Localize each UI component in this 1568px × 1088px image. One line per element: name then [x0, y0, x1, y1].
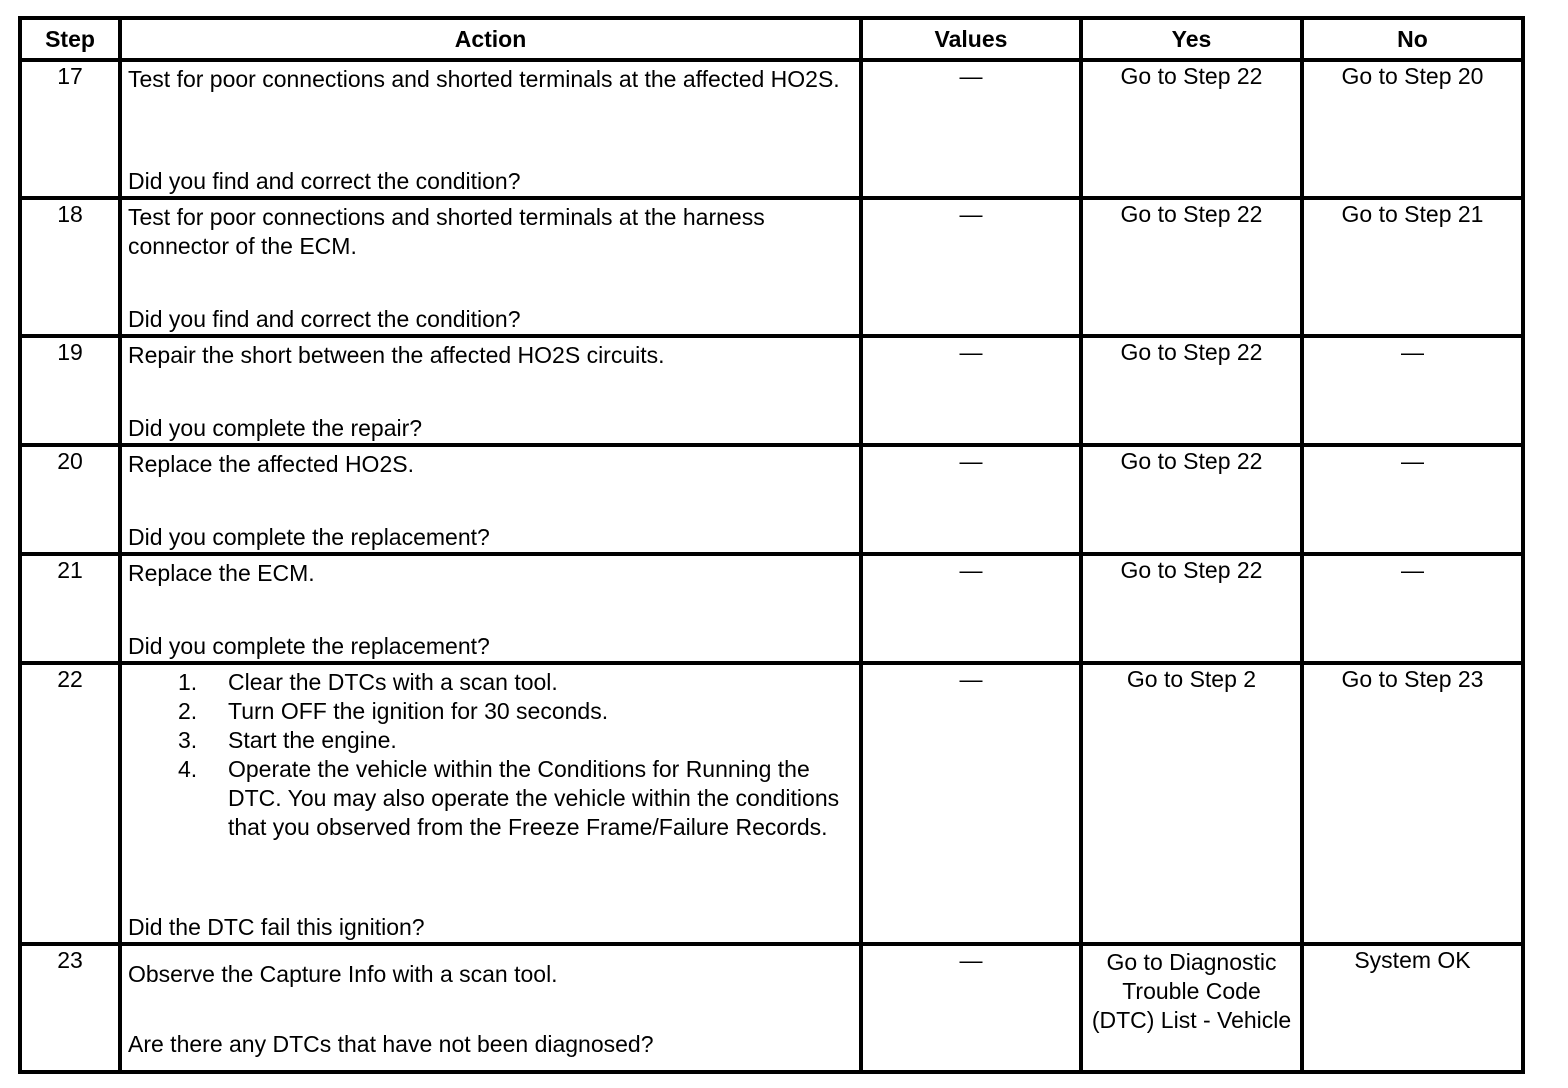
action-cell — [120, 60, 861, 198]
values-dash: — — [959, 63, 983, 89]
step-number: 21 — [20, 554, 120, 663]
yes-result: Go to Step 22 — [1120, 339, 1263, 365]
values-cell — [861, 60, 1081, 198]
action-question: Did you complete the repair? — [128, 415, 423, 441]
yes-result: Go to Step 22 — [1120, 201, 1263, 227]
no-result: Go to Step 20 — [1341, 63, 1484, 89]
no-result: Go to Step 23 — [1341, 666, 1484, 692]
action-instruction-list — [128, 668, 851, 842]
list-item-text: Turn OFF the ignition for 30 seconds. — [228, 698, 609, 724]
step-number: 17 — [20, 60, 120, 198]
header-values: Values — [861, 18, 1081, 60]
action-cell — [120, 336, 861, 445]
values-cell — [861, 336, 1081, 445]
action-instruction: Observe the Capture Info with a scan tool. — [128, 961, 558, 987]
table-row — [20, 336, 1523, 445]
values-cell — [861, 445, 1081, 554]
action-question: Did the DTC fail this ignition? — [128, 914, 425, 940]
action-instruction: Replace the affected HO2S. — [128, 451, 414, 477]
header-action: Action — [120, 18, 861, 60]
list-item-text: Operate the vehicle within the Conditions for Running the DTC. You may also operate the vehicle within the conditions that you observed from the Freeze Frame/Failure Records. — [228, 756, 840, 840]
table-row — [20, 445, 1523, 554]
no-result: — — [1401, 339, 1424, 365]
yes-result: Go to Step 22 — [1120, 63, 1263, 89]
yes-cell — [1081, 944, 1302, 1072]
action-instruction: Replace the ECM. — [128, 560, 315, 586]
no-result: — — [1401, 557, 1424, 583]
header-row — [20, 18, 1523, 60]
yes-result: Go to Step 22 — [1120, 557, 1263, 583]
list-item — [178, 697, 851, 726]
no-cell — [1302, 445, 1523, 554]
no-result: System OK — [1354, 947, 1471, 973]
values-dash: — — [959, 947, 983, 973]
yes-result: Go to Step 2 — [1126, 666, 1257, 692]
values-dash: — — [959, 557, 983, 583]
action-question: Did you complete the replacement? — [128, 524, 490, 550]
step-number: 20 — [20, 445, 120, 554]
table-row — [20, 554, 1523, 663]
numbered-steps — [128, 668, 851, 842]
action-instruction: Test for poor connections and shorted terminals at the harness connector of the ECM. — [128, 204, 765, 259]
no-result: Go to Step 21 — [1341, 201, 1484, 227]
list-item-text: Start the engine. — [228, 727, 397, 753]
list-item-number: 2. — [178, 698, 198, 724]
diagnostic-table — [18, 16, 1525, 1074]
action-instruction: Test for poor connections and shorted terminals at the affected HO2S. — [128, 66, 840, 92]
values-dash: — — [959, 448, 983, 474]
yes-cell — [1081, 554, 1302, 663]
no-cell — [1302, 554, 1523, 663]
action-cell — [120, 198, 861, 336]
action-cell — [120, 445, 861, 554]
list-item — [178, 755, 851, 842]
step-number: 18 — [20, 198, 120, 336]
values-cell — [861, 944, 1081, 1072]
values-cell — [861, 663, 1081, 944]
yes-result: Go to Diagnostic Trouble Code (DTC) List - Vehicle — [1091, 949, 1292, 1033]
list-item-number: 4. — [178, 756, 198, 782]
yes-cell — [1081, 663, 1302, 944]
table-row — [20, 198, 1523, 336]
table-row — [20, 663, 1523, 944]
list-item-number: 3. — [178, 727, 198, 753]
action-question: Did you find and correct the condition? — [128, 306, 521, 332]
yes-cell — [1081, 198, 1302, 336]
yes-cell — [1081, 336, 1302, 445]
no-cell — [1302, 336, 1523, 445]
no-cell — [1302, 944, 1523, 1072]
action-cell — [120, 554, 861, 663]
action-cell — [120, 663, 861, 944]
table-row — [20, 944, 1523, 1072]
yes-result: Go to Step 22 — [1120, 448, 1263, 474]
no-cell — [1302, 60, 1523, 198]
values-dash: — — [959, 666, 983, 692]
no-result: — — [1401, 448, 1424, 474]
list-item-text: Clear the DTCs with a scan tool. — [228, 669, 558, 695]
header-step: Step — [20, 18, 120, 60]
step-number: 19 — [20, 336, 120, 445]
values-dash: — — [959, 339, 983, 365]
action-question: Did you complete the replacement? — [128, 633, 490, 659]
action-question: Are there any DTCs that have not been diagnosed? — [128, 1031, 654, 1057]
list-item-number: 1. — [178, 669, 198, 695]
action-cell — [120, 944, 861, 1072]
values-cell — [861, 554, 1081, 663]
action-instruction: Repair the short between the affected HO2S circuits. — [128, 342, 665, 368]
yes-cell — [1081, 445, 1302, 554]
list-item — [178, 726, 851, 755]
step-number: 23 — [20, 944, 120, 1072]
no-cell — [1302, 198, 1523, 336]
no-cell — [1302, 663, 1523, 944]
values-dash: — — [959, 201, 983, 227]
values-cell — [861, 198, 1081, 336]
list-item — [178, 668, 851, 697]
header-no: No — [1302, 18, 1523, 60]
step-number: 22 — [20, 663, 120, 944]
table-row — [20, 60, 1523, 198]
yes-cell — [1081, 60, 1302, 198]
action-question: Did you find and correct the condition? — [128, 168, 521, 194]
header-yes: Yes — [1081, 18, 1302, 60]
